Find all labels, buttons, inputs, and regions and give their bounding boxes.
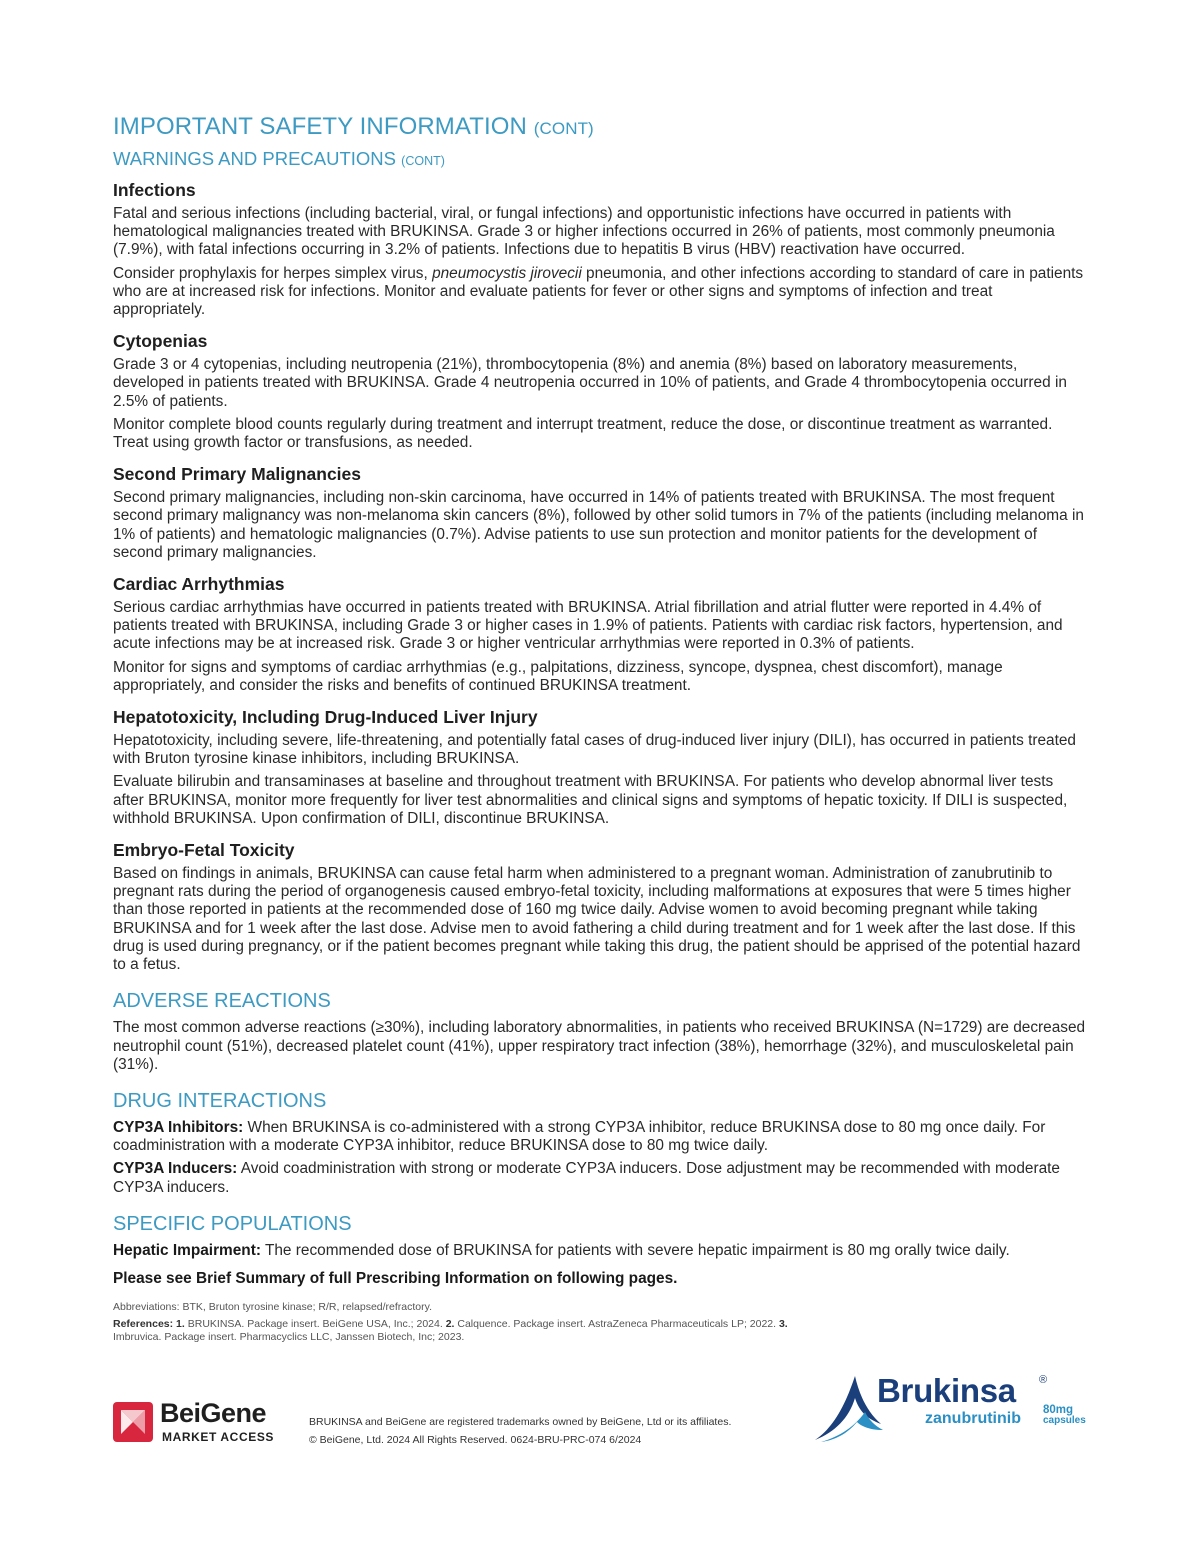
hepatotoxicity-paragraph-2: Evaluate bilirubin and transaminases at baseline and throughout treatment with BRUKINSA. For patients who develop abnormal liver tests after BRUKINSA, monitor more frequently for liver test abnormalities and clinical signs and symptoms of hepatic toxicity. If DILI is suspected, withhold BRUKINSA. Upon confirmation of DILI, discontinue BRUKINSA.	[113, 773, 1068, 827]
dose-label	[1043, 1405, 1086, 1426]
title-text: IMPORTANT SAFETY INFORMATION	[113, 113, 527, 140]
infections-paragraph-1: Fatal and serious infections (including bacterial, viral, or fungal infections) and opportunistic infections have occurred in patients with hematological malignancies treated with BRUKINSA. Grade 3 or higher infections occurred in 26% of patients, most commonly pneumonia (7.9%), with fatal infections occurring in 3.2% of patients. Infections due to hepatitis B virus (HBV) reactivation have occurred.	[113, 205, 1055, 259]
reference-2: Calquence. Package insert. AstraZeneca Pharmaceuticals LP; 2022.	[454, 1317, 779, 1330]
safety-information-content	[113, 112, 1088, 1345]
references-label: References:	[113, 1317, 174, 1330]
cyp3a-inducers-paragraph	[113, 1160, 1088, 1196]
cyp3a-inhibitors-label: CYP3A Inhibitors:	[113, 1118, 244, 1136]
references-note	[113, 1318, 813, 1345]
page-footer	[113, 1372, 1093, 1458]
infections-p2-end: pneumonia, and other infections according to standard of care in patients who are at increased risk for infections. Monitor and evaluate patients for fever or other signs and symptoms of infection and treat appropriately.	[113, 264, 1084, 319]
beigene-wordmark: BeiGene	[160, 1398, 267, 1428]
malignancies-heading: Second Primary Malignancies	[113, 464, 362, 485]
trademark-notice: BRUKINSA and BeiGene are registered trademarks owned by BeiGene, Ltd or its affiliates.	[309, 1416, 732, 1428]
embryo-fetal-heading: Embryo-Fetal Toxicity	[113, 840, 295, 861]
cyp3a-inducers-text: Avoid coadministration with strong or moderate CYP3A inducers. Dose adjustment may be recommended with moderate CYP3A inducers.	[113, 1160, 1060, 1196]
beigene-market-access: MARKET ACCESS	[162, 1430, 275, 1444]
reference-2-number: 2.	[445, 1317, 455, 1330]
copyright-notice: © BeiGene, Ltd. 2024 All Rights Reserved. 0624-BRU-PRC-074 6/2024	[309, 1434, 642, 1446]
prescribing-info-note: Please see Brief Summary of full Prescribing Information on following pages.	[113, 1269, 678, 1287]
hepatic-impairment-text: The recommended dose of BRUKINSA for patients with severe hepatic impairment is 80 mg orally twice daily.	[260, 1241, 1010, 1259]
subtitle-text: WARNINGS AND PRECAUTIONS	[113, 148, 397, 169]
infections-p2-organism: pneumocystis jirovecii	[432, 264, 582, 282]
embryo-fetal-paragraph-1: Based on findings in animals, BRUKINSA can cause fetal harm when administered to a pregnant woman. Administration of zanubrutinib to pregnant rats during the period of organogenesis caused embryo-fetal toxicity, including malformations at exposures that were 5 times higher than those reported in patients at the recommended dose of 160 mg twice daily. Advise women to avoid becoming pregnant while taking BRUKINSA and for 1 week after the last dose. Advise men to avoid fathering a child during treatment and for 1 week after the last dose. If this drug is used during pregnancy, or if the patient becomes pregnant while taking this drug, the patient should be apprised of the potential hazard to a fetus.	[113, 865, 1081, 974]
arrhythmias-paragraph-1: Serious cardiac arrhythmias have occurred in patients treated with BRUKINSA. Atrial fibrillation and atrial flutter were reported in 4.4% of patients treated with BRUKINSA, including Grade 3 or higher cases in 1.9% of patients. Patients with cardiac risk factors, hypertension, and acute infections may be at increased risk. Grade 3 or higher ventricular arrhythmias were reported in 0.3% of patients.	[113, 599, 1063, 653]
cytopenias-heading: Cytopenias	[113, 331, 208, 352]
cyp3a-inducers-label: CYP3A Inducers:	[113, 1160, 238, 1178]
registered-mark: ®	[1039, 1374, 1048, 1386]
arrhythmias-paragraph-2: Monitor for signs and symptoms of cardiac arrhythmias (e.g., palpitations, dizziness, syncope, dyspnea, chest discomfort), manage appropriately, and consider the risks and benefits of continued BRUKINSA treatment.	[113, 658, 1003, 694]
cytopenias-paragraph-2: Monitor complete blood counts regularly during treatment and interrupt treatment, reduce the dose, or discontinue treatment as warranted. Treat using growth factor or transfusions, as needed.	[113, 415, 1053, 452]
drug-interactions-heading: DRUG INTERACTIONS	[113, 1089, 327, 1112]
generic-name: zanubrutinib	[925, 1410, 1021, 1427]
reference-3: Imbruvica. Package insert. Pharmacyclics LLC, Janssen Biotech, Inc; 2023.	[113, 1331, 465, 1344]
reference-1: BRUKINSA. Package insert. BeiGene USA, Inc.; 2024.	[184, 1317, 446, 1330]
hepatic-impairment-paragraph	[113, 1242, 1088, 1260]
abbreviations-note: Abbreviations: BTK, Bruton tyrosine kinase; R/R, relapsed/refractory.	[113, 1300, 433, 1313]
hepatic-impairment-label: Hepatic Impairment:	[113, 1241, 261, 1259]
beigene-logo	[113, 1398, 288, 1444]
infections-p2-start: Consider prophylaxis for herpes simplex virus,	[113, 264, 433, 282]
infections-paragraph-2	[113, 265, 1088, 320]
brukinsa-wordmark: Brukinsa	[877, 1372, 1016, 1409]
brukinsa-logo	[815, 1372, 1095, 1447]
cyp3a-inhibitors-text: When BRUKINSA is co-administered with a strong CYP3A inhibitor, reduce BRUKINSA dose to 80 mg once daily. For coadministration with a moderate CYP3A inhibitor, reduce BRUKINSA dose to 80 mg twice daily.	[113, 1118, 1046, 1155]
adverse-reactions-paragraph: The most common adverse reactions (≥30%), including laboratory abnormalities, in patients who received BRUKINSA (N=1729) are decreased neutrophil count (51%), decreased platelet count (41%), upper respiratory tract infection (38%), hemorrhage (32%), and musculoskeletal pain (31%).	[113, 1019, 1086, 1073]
title-cont: (CONT)	[533, 119, 594, 138]
cyp3a-inhibitors-paragraph	[113, 1119, 1088, 1155]
specific-populations-heading: SPECIFIC POPULATIONS	[113, 1212, 352, 1235]
adverse-reactions-heading: ADVERSE REACTIONS	[113, 990, 331, 1013]
malignancies-paragraph-1: Second primary malignancies, including non-skin carcinoma, have occurred in 14% of patients treated with BRUKINSA. The most frequent second primary malignancy was non-melanoma skin cancers (8%), followed by other solid tumors in 7% of the patients (including melanoma in 1% of patients) and hematologic malignancies (0.7%). Advise patients to use sun protection and monitor patients for the development of second primary malignancies.	[113, 489, 1084, 561]
cytopenias-paragraph-1: Grade 3 or 4 cytopenias, including neutropenia (21%), thrombocytopenia (8%) and anemia (8%) based on laboratory measurements, developed in patients treated with BRUKINSA. Grade 4 neutropenia occurred in 10% of patients, and Grade 4 thrombocytopenia occurred in 2.5% of patients.	[113, 356, 1067, 410]
hepatotoxicity-heading: Hepatotoxicity, Including Drug-Induced Liver Injury	[113, 707, 538, 728]
subtitle-cont: (CONT)	[401, 154, 445, 168]
reference-3-number: 3.	[778, 1317, 788, 1330]
page-title	[113, 112, 1088, 144]
arrhythmias-heading: Cardiac Arrhythmias	[113, 574, 285, 595]
infections-heading: Infections	[113, 180, 196, 200]
reference-1-number: 1.	[176, 1317, 185, 1330]
dose-form: capsules	[1043, 1415, 1086, 1426]
page-subtitle	[113, 147, 1088, 173]
dose-strength: 80mg	[1043, 1404, 1074, 1416]
brukinsa-mountain-icon	[815, 1372, 885, 1444]
hepatotoxicity-paragraph-1: Hepatotoxicity, including severe, life-threatening, and potentially fatal cases of drug-induced liver injury (DILI), has occurred in patients treated with Bruton tyrosine kinase inhibitors, including BRUKINSA.	[113, 732, 1076, 768]
beigene-mark-icon	[113, 1402, 153, 1442]
